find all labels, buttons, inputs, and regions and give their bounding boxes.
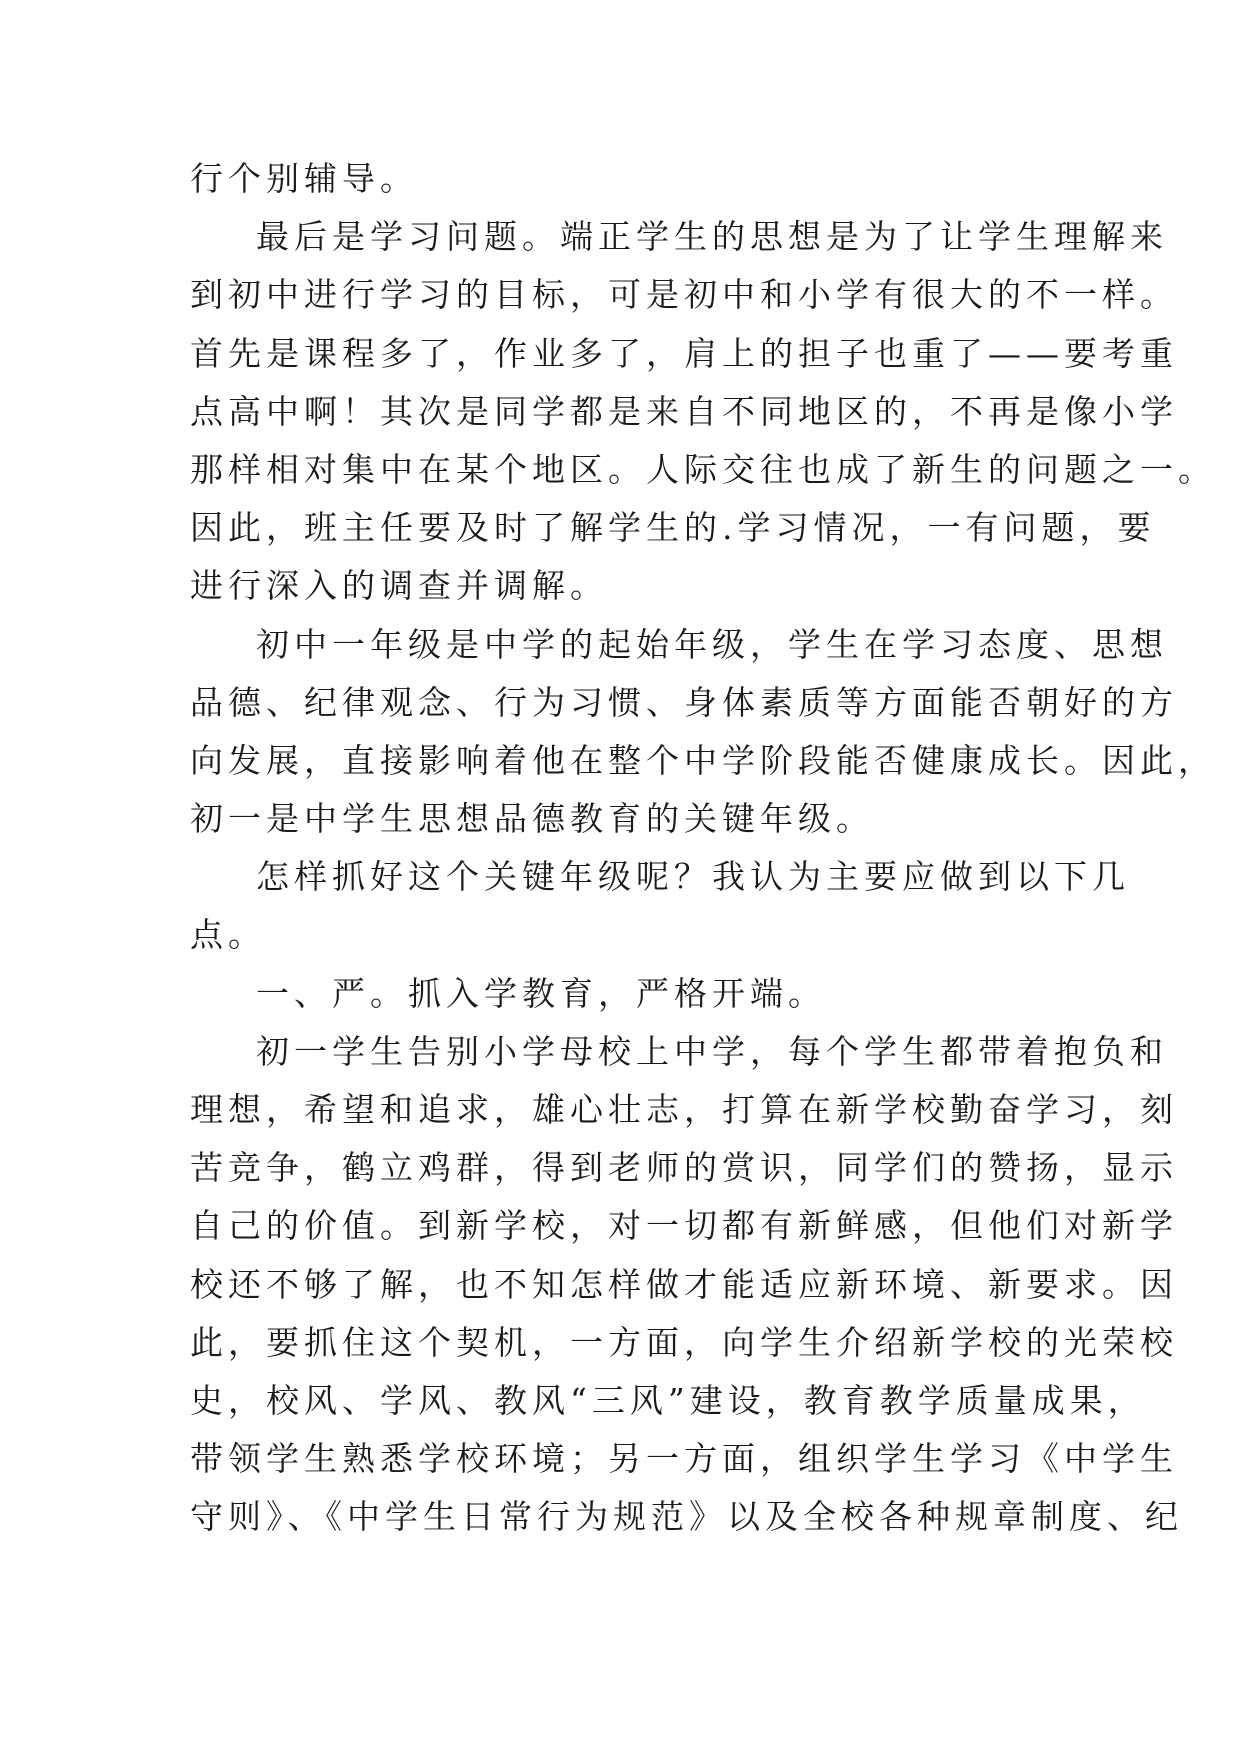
text-line: 因此，班主任要及时了解学生的.学习情况，一有问题，要: [190, 508, 1156, 548]
text-line: 点。: [190, 915, 266, 955]
text-line: 品德、纪律观念、行为习惯、身体素质等方面能否朝好的方: [190, 682, 1178, 722]
text-line: 校还不够了解，也不知怎样做才能适应新环境、新要求。因: [190, 1264, 1178, 1304]
text-line: 理想，希望和追求，雄心壮志，打算在新学校勤奋学习，刻: [190, 1090, 1178, 1129]
text-line: 到初中进行学习的目标，可是初中和小学有很大的不一样。: [190, 275, 1178, 315]
text-line: 初一学生告别小学母校上中学，每个学生都带着抱负和: [256, 1031, 1168, 1071]
text-line: 进行深入的调查并调解。: [190, 566, 608, 606]
text-line: 初中一年级是中学的起始年级，学生在学习态度、思想: [256, 624, 1168, 664]
text-line: 那样相对集中在某个地区。人际交往也成了新生的问题之一。: [190, 449, 1216, 489]
text-line: 最后是学习问题。端正学生的思想是为了让学生理解来: [256, 217, 1168, 257]
text-line: 点高中啊！其次是同学都是来自不同地区的，不再是像小学: [190, 391, 1178, 431]
text-line: 守则》、《中学生日常行为规范》以及全校各种规章制度、纪: [190, 1497, 1183, 1537]
text-line: 行个别辅导。: [190, 159, 418, 198]
text-line: 史，校风、学风、教风“三风”建设，教育教学质量成果，: [190, 1380, 1146, 1420]
text-line: 初一是中学生思想品德教育的关键年级。: [190, 799, 874, 839]
text-line: 首先是课程多了，作业多了，肩上的担子也重了——要考重: [190, 333, 1178, 373]
text-line: 苦竞争，鹤立鸡群，得到老师的赏识，同学们的赞扬，显示: [190, 1148, 1178, 1188]
text-line: 怎样抓好这个关键年级呢？我认为主要应做到以下几: [256, 857, 1130, 897]
text-line: 自己的价值。到新学校，对一切都有新鲜感，但他们对新学: [190, 1206, 1178, 1246]
text-line: 带领学生熟悉学校环境；另一方面，组织学生学习《中学生: [190, 1439, 1178, 1479]
section-heading: 一、严。抓入学教育，严格开端。: [256, 973, 826, 1013]
text-line: 向发展，直接影响着他在整个中学阶段能否健康成长。因此，: [190, 740, 1216, 780]
document-body: [190, 150, 1216, 1547]
text-line: 此，要抓住这个契机，一方面，向学生介绍新学校的光荣校: [190, 1322, 1178, 1362]
